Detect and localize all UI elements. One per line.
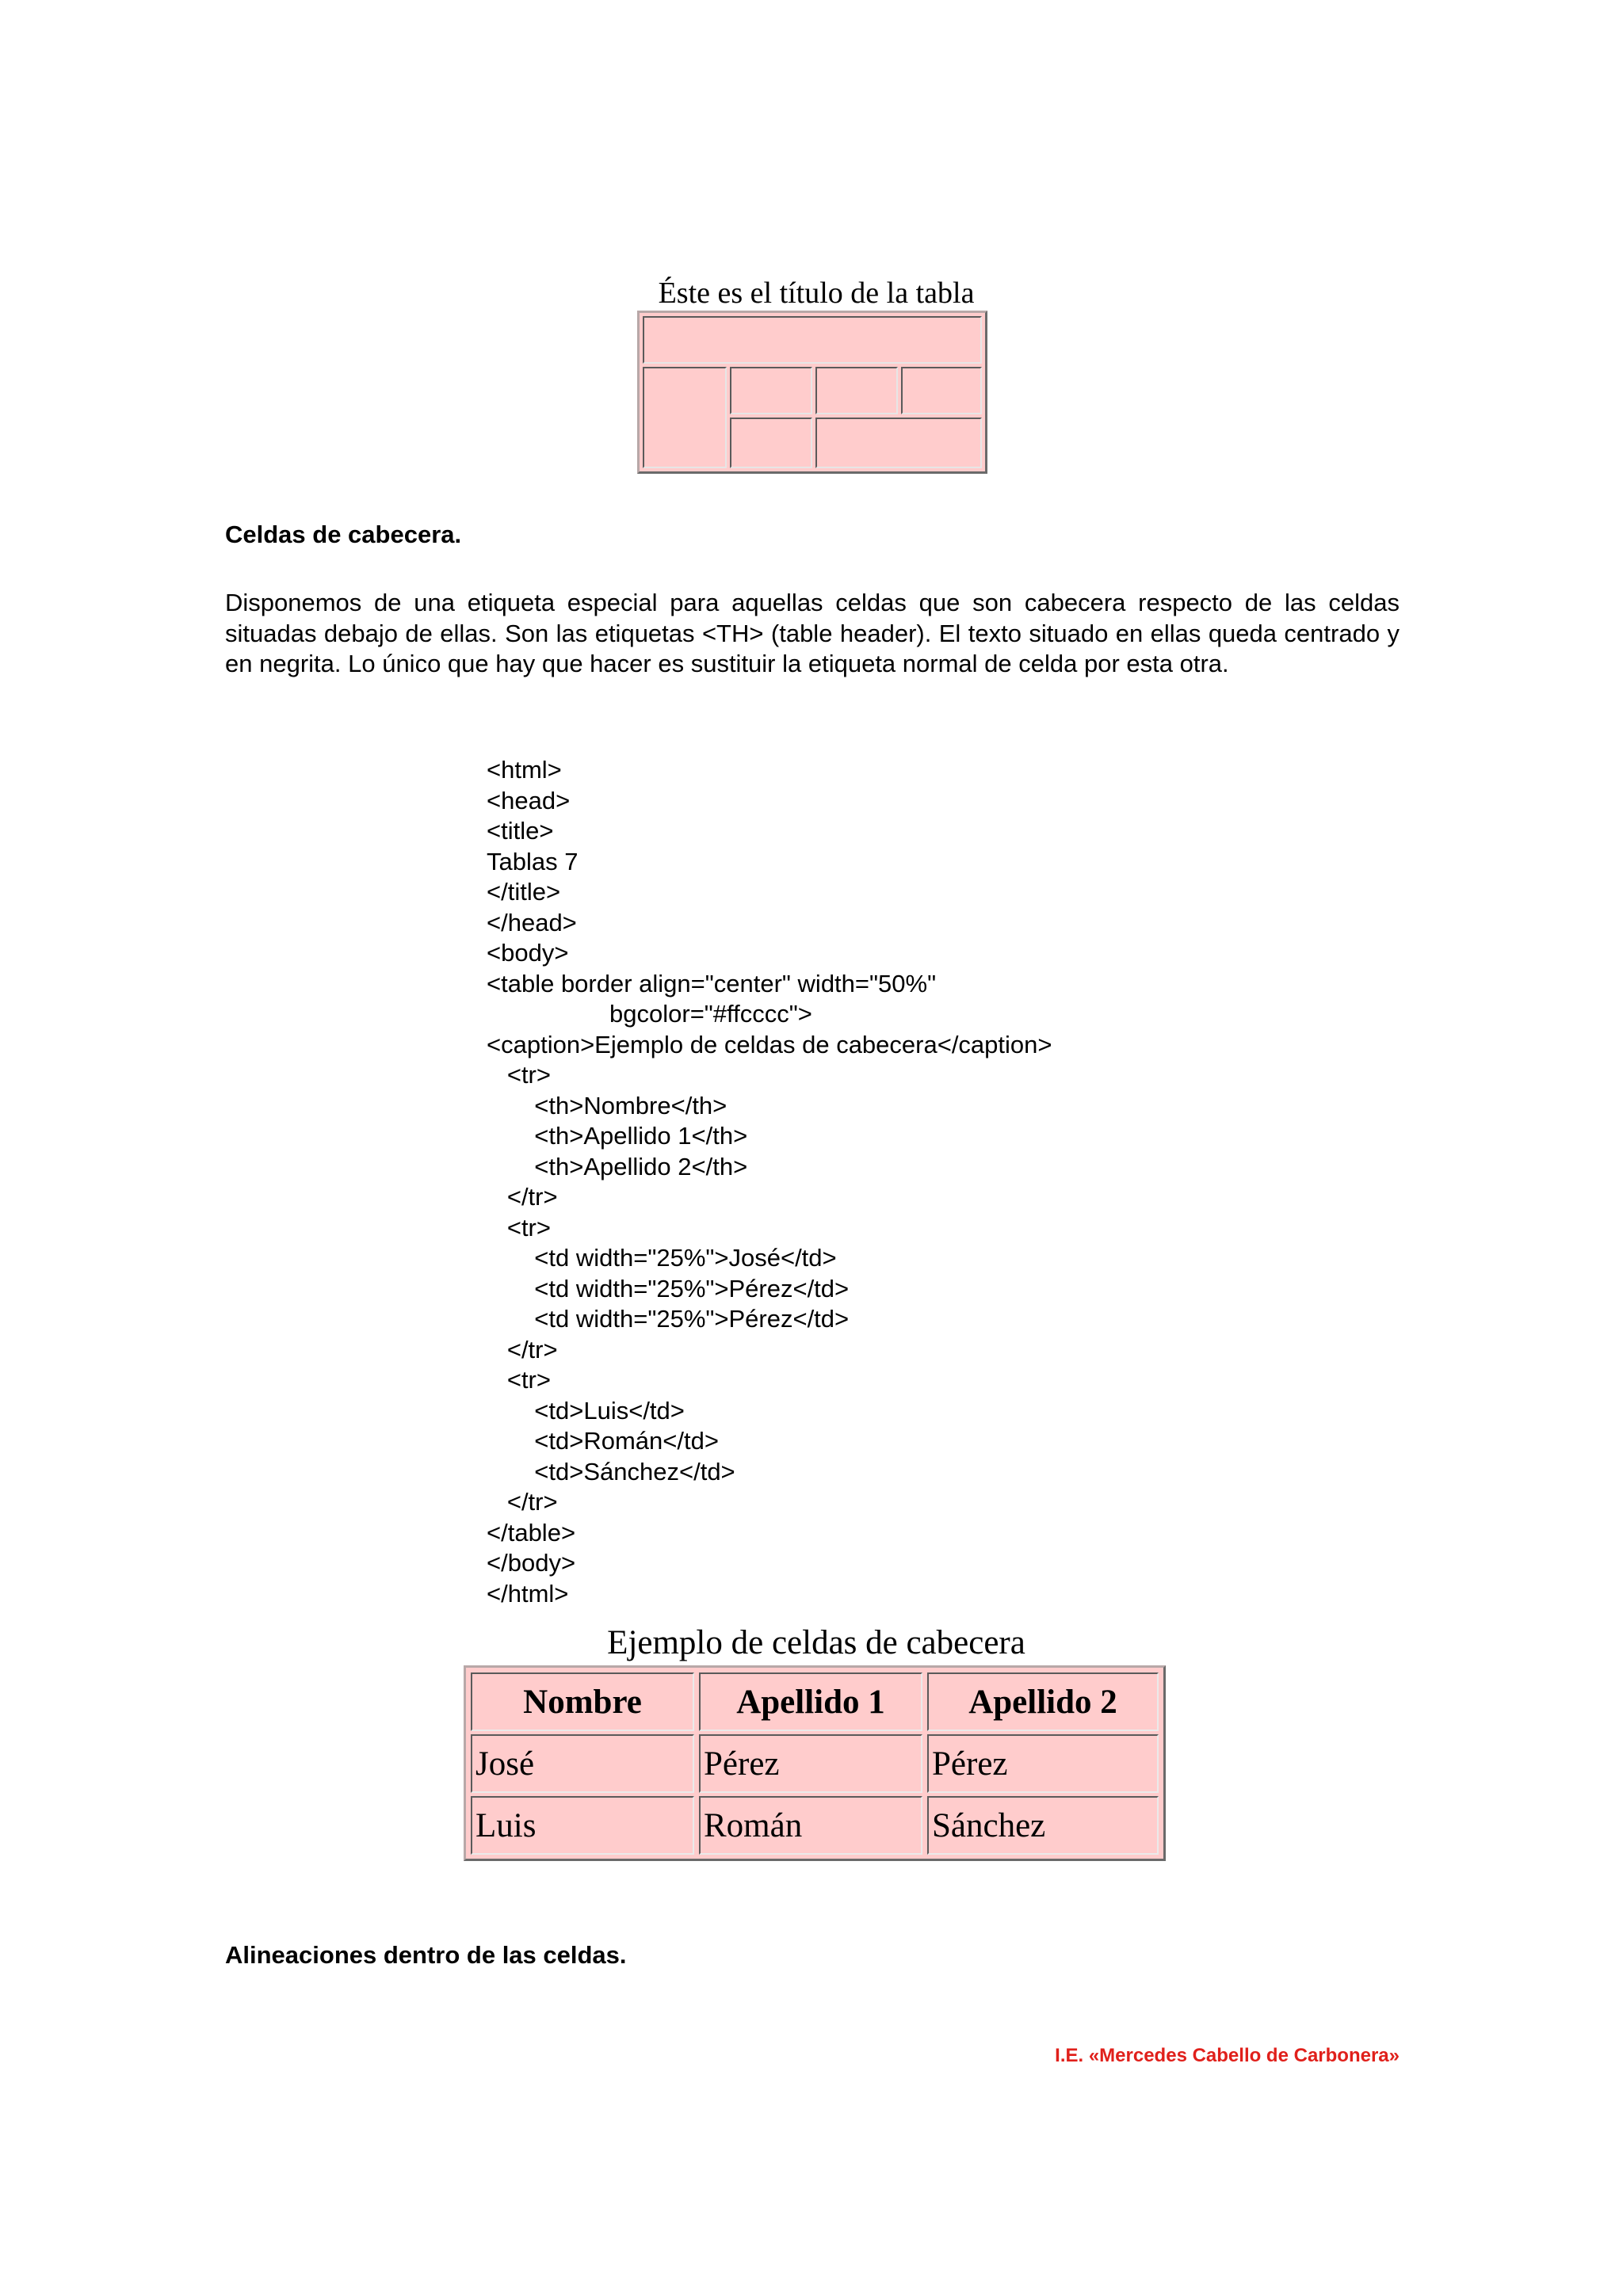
table-data-cell: Román (699, 1796, 922, 1855)
code-line: <td width="25%">Pérez</td> (487, 1274, 850, 1302)
code-line: </html> (487, 1579, 569, 1608)
code-line: <body> (487, 939, 569, 967)
table-data-cell: Pérez (699, 1734, 922, 1793)
section-heading: Celdas de cabecera. (225, 521, 462, 548)
code-line: bgcolor="#ffcccc"> (487, 1000, 812, 1028)
figure1-table (637, 311, 987, 474)
table-cell (815, 418, 982, 468)
code-listing (487, 755, 1052, 1609)
body-paragraph: Disponemos de una etiqueta especial para aquellas celdas que son cabecera respecto de las celdas situadas debajo de ellas. Son las etiquetas <TH> (table header). El texto situado en ellas queda centrado y en negrita. Lo único que hay que hacer es sustituir la etiqueta normal de celda por esta otra. (225, 589, 1400, 677)
code-line: <th>Apellido 2</th> (487, 1152, 748, 1180)
code-line: <th>Nombre</th> (487, 1091, 727, 1119)
code-line: </body> (487, 1549, 576, 1577)
table-header-cell: Nombre (471, 1672, 694, 1731)
code-line: <td>Luis</td> (487, 1396, 685, 1425)
table-cell (815, 367, 898, 414)
table-data-cell: José (471, 1734, 694, 1793)
code-line: </title> (487, 878, 561, 906)
table-data-cell: Luis (471, 1796, 694, 1855)
code-line: </tr> (487, 1488, 558, 1516)
code-line: <tr> (487, 1366, 551, 1394)
table-header-cell: Apellido 2 (927, 1672, 1159, 1731)
code-line: <td>Román</td> (487, 1427, 719, 1455)
code-line: <td>Sánchez</td> (487, 1457, 735, 1486)
code-line: <th>Apellido 1</th> (487, 1122, 748, 1150)
figure1-caption: Éste es el título de la tabla (658, 277, 975, 310)
code-line: </tr> (487, 1183, 558, 1211)
table-header-cell: Apellido 1 (699, 1672, 922, 1731)
table-cell (901, 367, 982, 414)
code-line: <head> (487, 786, 571, 814)
table-data-cell: Pérez (927, 1734, 1159, 1793)
table-cell (730, 418, 812, 468)
code-line: <table border align="center" width="50%" (487, 969, 937, 997)
footer-institution: I.E. «Mercedes Cabello de Carbonera» (1055, 2045, 1400, 2066)
code-line: </head> (487, 908, 577, 936)
code-line: <tr> (487, 1061, 551, 1089)
table-cell (643, 316, 982, 364)
code-line: <title> (487, 817, 554, 845)
code-line: Tablas 7 (487, 847, 579, 875)
code-line: <td width="25%">Pérez</td> (487, 1305, 850, 1333)
table-cell (730, 367, 812, 414)
code-line: <td width="25%">José</td> (487, 1244, 837, 1272)
table-cell (643, 367, 727, 468)
code-line: <html> (487, 756, 562, 784)
code-line: </table> (487, 1518, 576, 1547)
code-line: <tr> (487, 1213, 551, 1241)
code-line: <caption>Ejemplo de celdas de cabecera</caption> (487, 1030, 1052, 1058)
figure2-table (464, 1665, 1166, 1861)
table-data-cell: Sánchez (927, 1796, 1159, 1855)
code-line: </tr> (487, 1335, 558, 1363)
section-heading: Alineaciones dentro de las celdas. (225, 1941, 627, 1969)
figure2-caption: Ejemplo de celdas de cabecera (607, 1624, 1025, 1661)
